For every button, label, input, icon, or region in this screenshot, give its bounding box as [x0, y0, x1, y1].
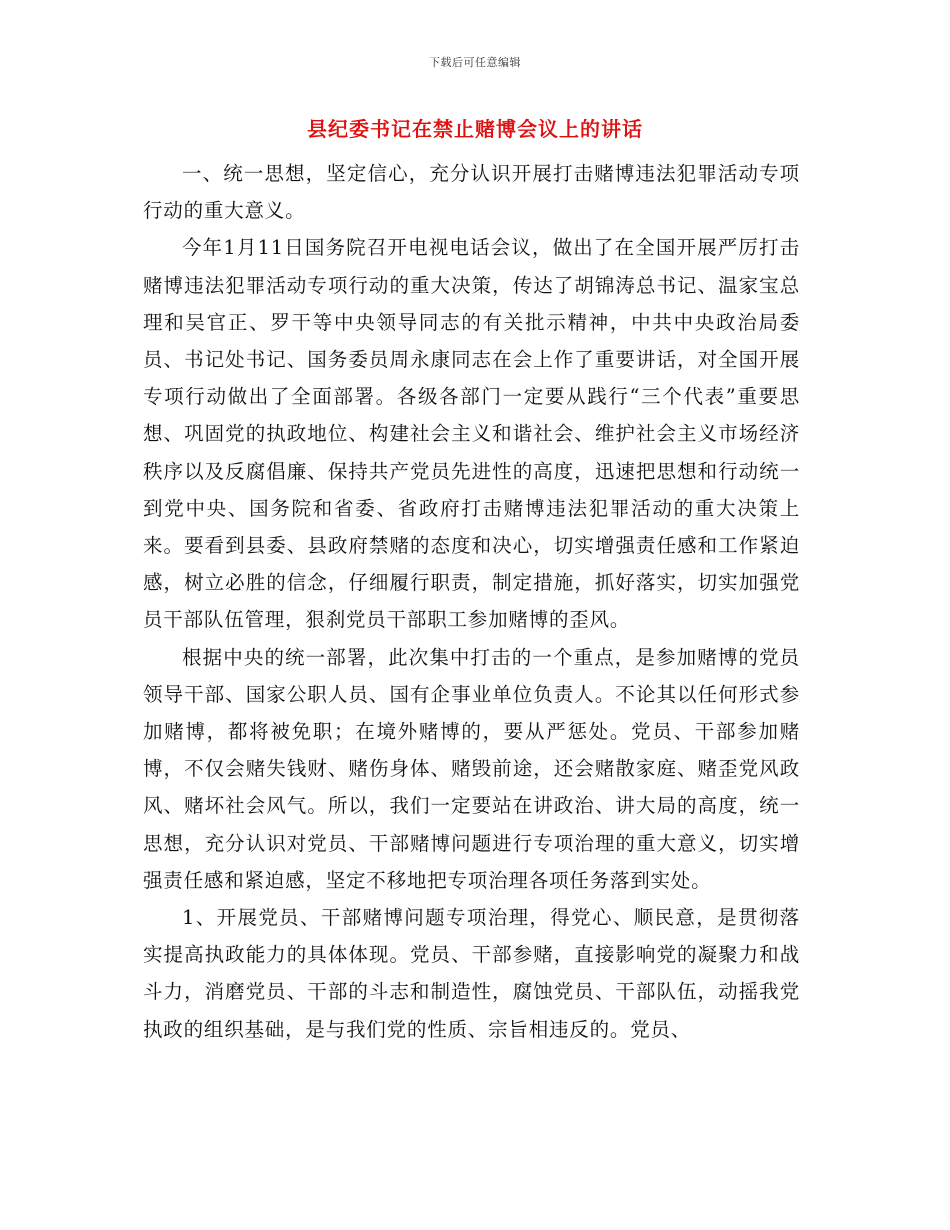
document-title: 县纪委书记在禁止赌博会议上的讲话	[307, 117, 643, 141]
paragraph: 今年1月11日国务院召开电视电话会议，做出了在全国开展严厉打击赌博违法犯罪活动专项行动的重大决策，传达了胡锦涛总书记、温家宝总理和吴官正、罗干等中央领导同志的有关批示精神，中共中央政治局委员、书记处书记、国务委员周永康同志在会上作了重要讲话，对全国开展专项行动做出了全面部署。各级各部门一定要从践行“三个代表”重要思想、巩固党的执政地位、构建社会主义和谐社会、维护社会主义市场经济秩序以及反腐倡廉、保持共产党员先进性的高度，迅速把思想和行动统一到党中央、国务院和省委、省政府打击赌博违法犯罪活动的重大决策上来。要看到县委、县政府禁赌的态度和决心，切实增强责任感和工作紧迫感，树立必胜的信念，仔细履行职责，制定措施，抓好落实，切实加强党员干部队伍管理，狠刹党员干部职工参加赌博的歪风。	[143, 236, 800, 632]
header-note: 下载后可任意编辑	[429, 56, 521, 69]
paragraph-section-heading: 一、统一思想，坚定信心，充分认识开展打击赌博违法犯罪活动专项行动的重大意义。	[143, 162, 800, 223]
paragraph: 1、开展党员、干部赌博问题专项治理，得党心、顺民意，是贯彻落实提高执政能力的具体体现。党员、干部参赌，直接影响党的凝聚力和战斗力，消磨党员、干部的斗志和制造性，腐蚀党员、干部队伍，动摇我党执政的组织基础，是与我们党的性质、宗旨相违反的。党员、	[143, 906, 800, 1041]
paragraph: 根据中央的统一部署，此次集中打击的一个重点，是参加赌博的党员领导干部、国家公职人员、国有企事业单位负责人。不论其以任何形式参加赌博，都将被免职；在境外赌博的，要从严惩处。党员、干部参加赌博，不仅会赌失钱财、赌伤身体、赌毁前途，还会赌散家庭、赌歪党风政风、赌坏社会风气。所以，我们一定要站在讲政治、讲大局的高度，统一思想，充分认识对党员、干部赌博问题进行专项治理的重大意义，切实增强责任感和紧迫感，坚定不移地把专项治理各项任务落到实处。	[143, 645, 800, 892]
document-body	[143, 155, 800, 1048]
